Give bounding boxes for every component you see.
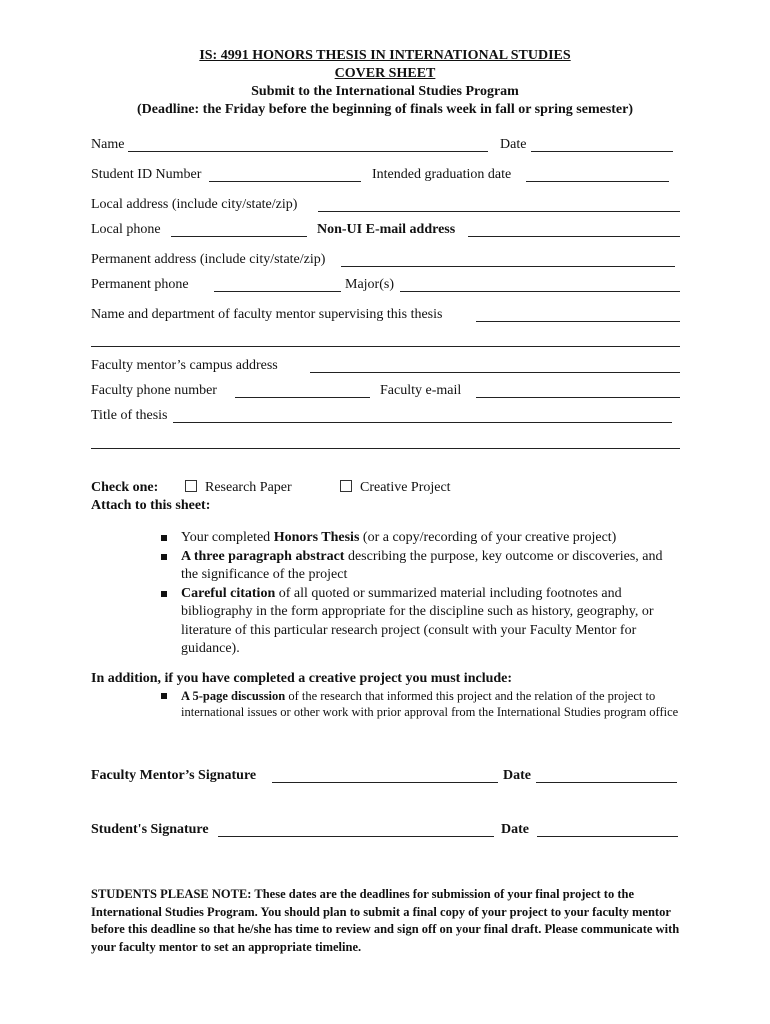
student-id-label: Student ID Number <box>91 167 202 182</box>
bullet-icon <box>161 535 167 541</box>
check-one-label: Check one: <box>91 480 159 495</box>
student-signature-label: Student's Signature <box>91 822 209 837</box>
creative-heading <box>91 670 681 688</box>
list-item-bold: Honors Thesis <box>273 530 360 545</box>
thesis-title-label: Title of thesis <box>91 408 168 423</box>
row-local-phone <box>91 221 681 239</box>
grad-date-field[interactable] <box>526 181 669 182</box>
student-date-field[interactable] <box>537 836 678 837</box>
majors-field[interactable] <box>400 291 680 292</box>
row-student-id <box>91 166 681 184</box>
students-note: STUDENTS PLEASE NOTE: These dates are the deadlines for submission of your final project to the International Studies Program. You should plan to submit a final copy of your project to your faculty mentor before this deadline so that he/she has time to review and sign off on your final draft. Please communicate with your faculty mentor to set an appropriate timeline. <box>91 887 680 954</box>
list-item-post: (or a copy/recording of your creative project) <box>359 530 617 545</box>
form-subtitle-text: COVER SHEET <box>334 66 436 81</box>
row-student-signature <box>91 821 681 839</box>
attach-heading-text: Attach to this sheet: <box>91 498 211 513</box>
form-subtitle <box>0 65 770 83</box>
majors-label: Major(s) <box>345 277 394 292</box>
permanent-phone-field[interactable] <box>214 291 341 292</box>
row-check-one <box>91 479 681 497</box>
local-address-field[interactable] <box>318 211 680 212</box>
mentor-address-field[interactable] <box>310 372 680 373</box>
row-permanent-phone <box>91 276 681 294</box>
list-item-bold: A three paragraph abstract <box>181 548 345 564</box>
name-field[interactable] <box>128 151 488 152</box>
thesis-title-field-continued[interactable] <box>91 448 680 449</box>
mentor-name-label: Name and department of faculty mentor supervising this thesis <box>91 307 443 322</box>
faculty-phone-field[interactable] <box>235 397 370 398</box>
email-field[interactable] <box>468 236 680 237</box>
row-permanent-address <box>91 251 681 269</box>
research-paper-label: Research Paper <box>205 480 292 495</box>
student-date-label: Date <box>501 822 529 837</box>
list-item-bold: A 5-page discussion <box>181 689 286 703</box>
list-item-post: of the research that informed this project and the relation of the project to international issues or other work with prior approval from the International Studies program office <box>181 689 679 719</box>
date-label: Date <box>500 137 527 152</box>
faculty-phone-label: Faculty phone number <box>91 383 217 398</box>
mentor-signature-field[interactable] <box>272 782 498 783</box>
research-paper-checkbox[interactable] <box>185 480 197 492</box>
list-item-pre: Your completed <box>181 530 274 545</box>
deadline-note: (Deadline: the Friday before the beginning of finals week in fall or spring semester) <box>136 102 634 117</box>
mentor-name-field-continued[interactable] <box>91 346 680 347</box>
creative-list <box>160 688 680 720</box>
list-item-bold: Careful citation <box>181 585 276 601</box>
list-item-post: describing the purpose, key outcome or discoveries, and the significance of the project <box>181 548 663 582</box>
bullet-icon <box>161 554 167 560</box>
row-name-date <box>91 136 681 154</box>
bullet-icon <box>161 591 167 597</box>
mentor-signature-label: Faculty Mentor’s Signature <box>91 768 257 783</box>
attach-list <box>160 529 680 659</box>
list-item <box>160 529 680 548</box>
date-field[interactable] <box>531 151 673 152</box>
permanent-address-field[interactable] <box>341 266 675 267</box>
row-mentor-address <box>91 357 681 375</box>
list-item <box>160 688 680 720</box>
mentor-address-label: Faculty mentor’s campus address <box>91 358 278 373</box>
mentor-date-field[interactable] <box>536 782 677 783</box>
row-thesis-title <box>91 407 681 425</box>
form-title-text: IS: 4991 HONORS THESIS IN INTERNATIONAL STUDIES <box>199 48 571 63</box>
row-mentor-name <box>91 306 681 324</box>
row-faculty-contact <box>91 382 681 400</box>
form-title <box>0 47 770 65</box>
list-item <box>160 585 680 659</box>
creative-heading-text: In addition, if you have completed a creative project you must include: <box>91 671 513 686</box>
list-item-post: of all quoted or summarized material including footnotes and bibliography in the form appropriate for the discipline such as history, geography, or literature of this particular research project (consult with your Faculty Mentor for guidance). <box>181 585 654 656</box>
grad-date-label: Intended graduation date <box>372 167 512 182</box>
permanent-phone-label: Permanent phone <box>91 277 189 292</box>
row-mentor-signature <box>91 767 681 785</box>
creative-project-option[interactable] <box>340 479 451 497</box>
local-phone-label: Local phone <box>91 222 161 237</box>
local-phone-field[interactable] <box>171 236 307 237</box>
student-id-field[interactable] <box>209 181 361 182</box>
mentor-date-label: Date <box>503 768 531 783</box>
faculty-email-label: Faculty e-mail <box>380 383 462 398</box>
bullet-icon <box>161 693 167 699</box>
creative-project-label: Creative Project <box>360 480 451 495</box>
permanent-address-label: Permanent address (include city/state/zip) <box>91 252 326 267</box>
thesis-title-field[interactable] <box>173 422 672 423</box>
list-item <box>160 548 680 585</box>
attach-heading <box>91 497 681 515</box>
student-signature-field[interactable] <box>218 836 494 837</box>
research-paper-option[interactable] <box>185 479 292 497</box>
name-label: Name <box>91 137 125 152</box>
submit-instruction: Submit to the International Studies Program <box>251 84 519 99</box>
faculty-email-field[interactable] <box>476 397 680 398</box>
email-label: Non-UI E-mail address <box>317 222 456 237</box>
row-local-address <box>91 196 681 214</box>
creative-project-checkbox[interactable] <box>340 480 352 492</box>
local-address-label: Local address (include city/state/zip) <box>91 197 298 212</box>
mentor-name-field[interactable] <box>476 321 680 322</box>
